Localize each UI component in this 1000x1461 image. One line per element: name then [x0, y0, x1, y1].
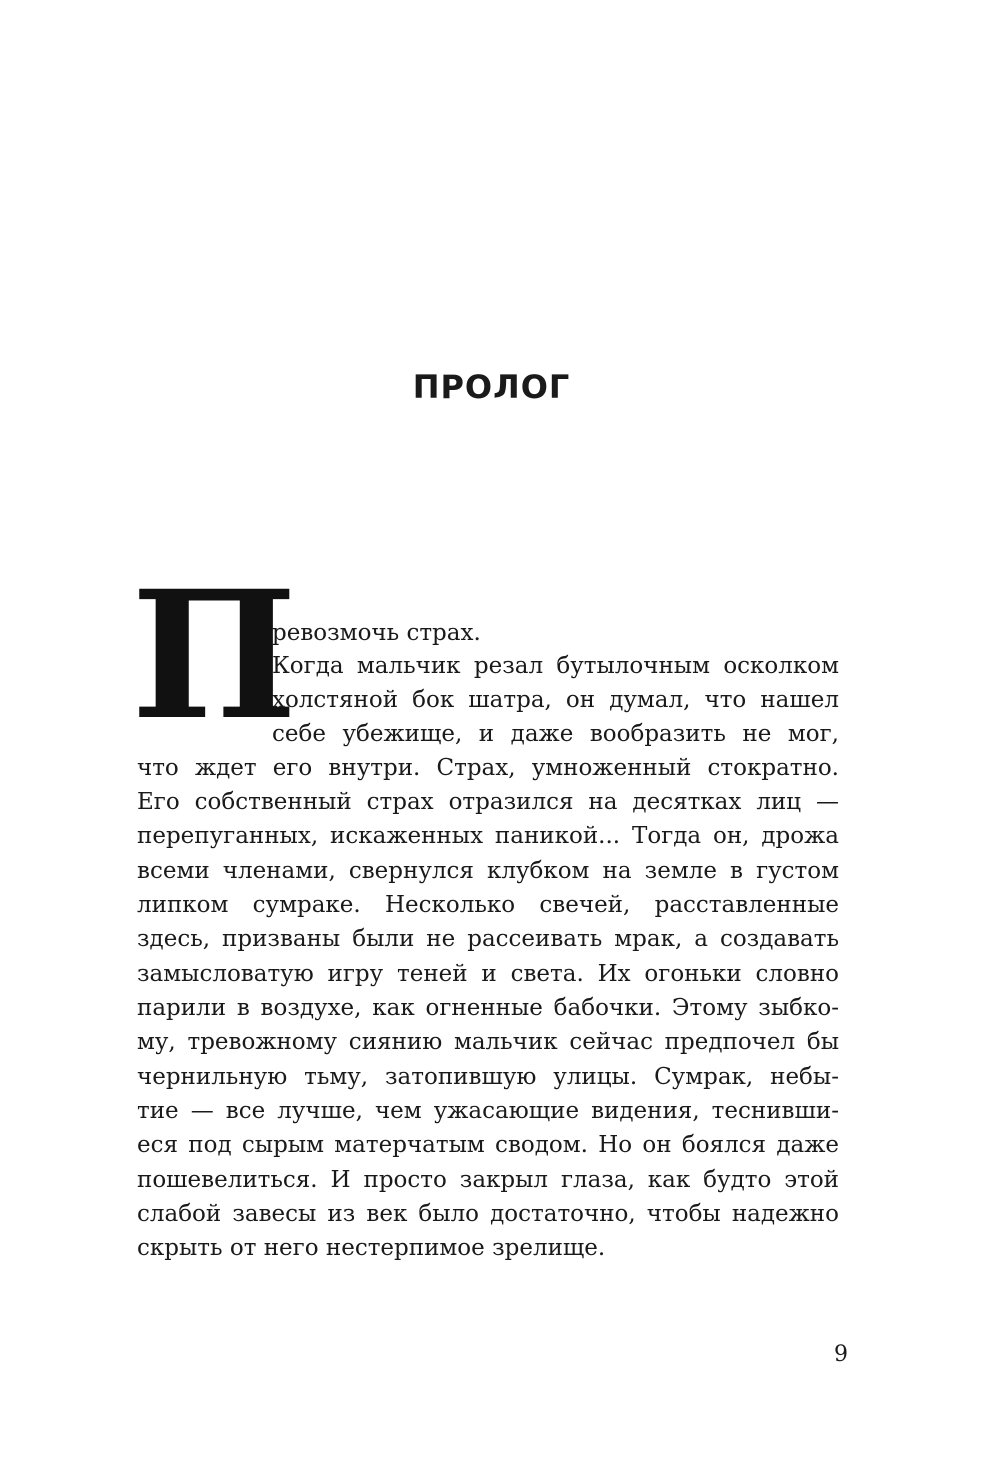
drop-cap-letter: П	[131, 552, 298, 759]
text-line: всеми членами, свернулся клубком на земле в густом	[137, 858, 839, 884]
text-line: скрыть от него нестерпимое зрелище.	[137, 1235, 606, 1261]
text-line: холстяной бок шатра, он думал, что нашел	[272, 687, 839, 713]
text-line: липком сумраке. Несколько свечей, расставленные	[137, 892, 839, 918]
text-line: замысловатую игру теней и света. Их огоньки словно	[137, 961, 839, 987]
text-line: себе убежище, и даже вообразить не мог,	[272, 721, 839, 747]
text-line: чернильную тьму, затопившую улицы. Сумрак, небы-	[137, 1064, 839, 1090]
text-line: пошевелиться. И просто закрыл глаза, как будто этой	[137, 1167, 839, 1193]
chapter-title: ПРОЛОГ	[412, 368, 571, 406]
text-line: слабой завесы из век было достаточно, чтобы надежно	[137, 1201, 839, 1227]
text-line: здесь, призваны были не рассеивать мрак, а создавать	[137, 926, 839, 952]
text-line: тие — все лучше, чем ужасающие видения, теснивши-	[137, 1098, 839, 1124]
text-line: перепуганных, искаженных паникой... Тогда он, дрожа	[137, 823, 839, 849]
text-line: Когда мальчик резал бутылочным осколком	[272, 653, 839, 679]
page-number: 9	[834, 1342, 848, 1367]
text-line: парили в воздухе, как огненные бабочки. Этому зыбко-	[137, 995, 839, 1021]
text-line: ревозмочь страх.	[272, 620, 481, 646]
text-line: му, тревожному сиянию мальчик сейчас предпочел бы	[137, 1029, 839, 1055]
text-line: Его собственный страх отразился на десятках лиц —	[137, 789, 839, 815]
text-line: что ждет его внутри. Страх, умноженный стократно.	[137, 755, 839, 781]
text-line: еся под сырым матерчатым сводом. Но он боялся даже	[137, 1132, 839, 1158]
